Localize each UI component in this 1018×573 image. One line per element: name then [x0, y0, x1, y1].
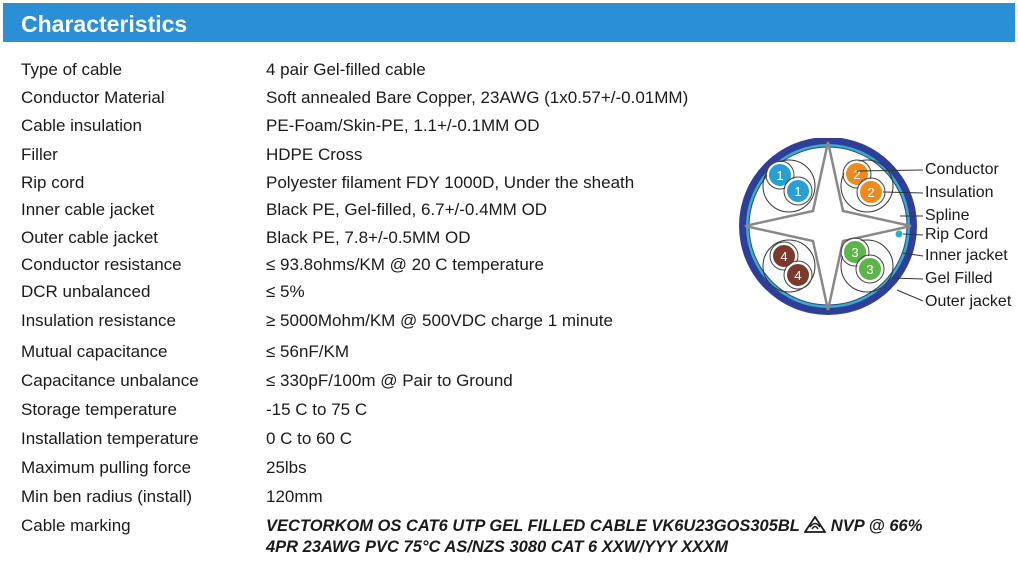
spec-value: Soft annealed Bare Copper, 23AWG (1x0.57+/-0.01MM) — [266, 88, 689, 107]
spec-label: Capacitance unbalance — [21, 371, 199, 390]
cable-marking-row — [0, 516, 1010, 560]
spec-row — [0, 116, 740, 140]
spec-value: ≤ 93.8ohms/KM @ 20 C temperature — [266, 255, 544, 274]
spec-value: ≤ 56nF/KM — [266, 342, 350, 361]
spec-label: Type of cable — [21, 60, 123, 79]
spec-value: Black PE, 7.8+/-0.5MM OD — [266, 228, 471, 247]
spec-label: Outer cable jacket — [21, 228, 159, 247]
spec-label: DCR unbalanced — [21, 282, 151, 301]
spec-value: Polyester filament FDY 1000D, Under the sheath — [266, 173, 635, 192]
spec-label: Conductor resistance — [21, 255, 182, 274]
spec-value: 4 pair Gel-filled cable — [266, 60, 426, 79]
diagram-label-insulation: Insulation — [925, 184, 994, 201]
spec-row — [0, 173, 740, 197]
spec-row — [0, 228, 740, 252]
spec-label: Installation temperature — [21, 429, 199, 448]
spec-row — [0, 458, 740, 482]
cable-marking-line-1 — [266, 516, 922, 536]
pair-3-number: 3 — [851, 245, 859, 260]
spec-label: Filler — [21, 145, 58, 164]
diagram-label-outer-jacket: Outer jacket — [925, 293, 1012, 310]
section-title: Characteristics — [21, 11, 188, 37]
spec-row — [0, 88, 740, 112]
spec-value: 0 C to 60 C — [266, 429, 352, 448]
spec-row — [0, 342, 740, 366]
spec-row — [0, 371, 740, 395]
spec-value: ≥ 5000Mohm/KM @ 500VDC charge 1 minute — [266, 311, 613, 330]
spec-row — [0, 487, 740, 511]
diagram-label-inner-jacket: Inner jacket — [925, 247, 1008, 264]
diagram-label-spline: Spline — [925, 207, 970, 224]
marking-text: VECTORKOM OS CAT6 UTP GEL FILLED CABLE VK6U23GOS305BL — [266, 517, 800, 535]
spec-row — [0, 255, 740, 279]
spec-label: Storage temperature — [21, 400, 177, 419]
rcm-compliance-icon — [804, 516, 826, 534]
spec-value: 25lbs — [266, 458, 307, 477]
pair-4-number: 4 — [794, 268, 802, 283]
diagram-label-conductor: Conductor — [925, 161, 999, 178]
spec-label: Rip cord — [21, 173, 85, 192]
spec-label: Mutual capacitance — [21, 342, 168, 361]
spec-row — [0, 282, 740, 306]
spec-label: Inner cable jacket — [21, 200, 155, 219]
spec-label: Insulation resistance — [21, 311, 176, 330]
section-header — [3, 3, 1015, 42]
spec-row — [0, 429, 740, 453]
spec-value: ≤ 330pF/100m @ Pair to Ground — [266, 371, 513, 390]
pair-1-number: 1 — [776, 168, 784, 183]
pair-2-number: 2 — [867, 185, 875, 200]
pair-1-number: 1 — [794, 184, 802, 199]
spec-label: Cable marking — [21, 516, 131, 535]
spec-value: HDPE Cross — [266, 145, 363, 164]
spec-row — [0, 400, 740, 424]
spec-row — [0, 311, 740, 335]
spec-value: ≤ 5% — [266, 282, 305, 301]
spec-row — [0, 200, 740, 224]
spec-value: -15 C to 75 C — [266, 400, 368, 419]
cable-marking-line-2: 4PR 23AWG PVC 75°C AS/NZS 3080 CAT 6 XXW/YYY XXXM — [266, 538, 729, 556]
pair-4-number: 4 — [780, 249, 788, 264]
rip-cord-dot — [896, 231, 903, 238]
spec-value: 120mm — [266, 487, 323, 506]
spec-value: Black PE, Gel-filled, 6.7+/-0.4MM OD — [266, 200, 548, 219]
spec-label: Cable insulation — [21, 116, 142, 135]
diagram-label-rip-cord: Rip Cord — [925, 226, 989, 243]
spec-label: Min ben radius (install) — [21, 487, 193, 506]
spec-value: PE-Foam/Skin-PE, 1.1+/-0.1MM OD — [266, 116, 540, 135]
diagram-label-gel-filled: Gel Filled — [925, 270, 993, 287]
spec-label: Conductor Material — [21, 88, 165, 107]
marking-nvp: NVP @ 66% — [830, 517, 923, 535]
spec-row — [0, 145, 740, 169]
pair-3-number: 3 — [866, 262, 874, 277]
pair-2-number: 2 — [853, 167, 861, 182]
spec-row — [0, 60, 740, 84]
spec-label: Maximum pulling force — [21, 458, 192, 477]
